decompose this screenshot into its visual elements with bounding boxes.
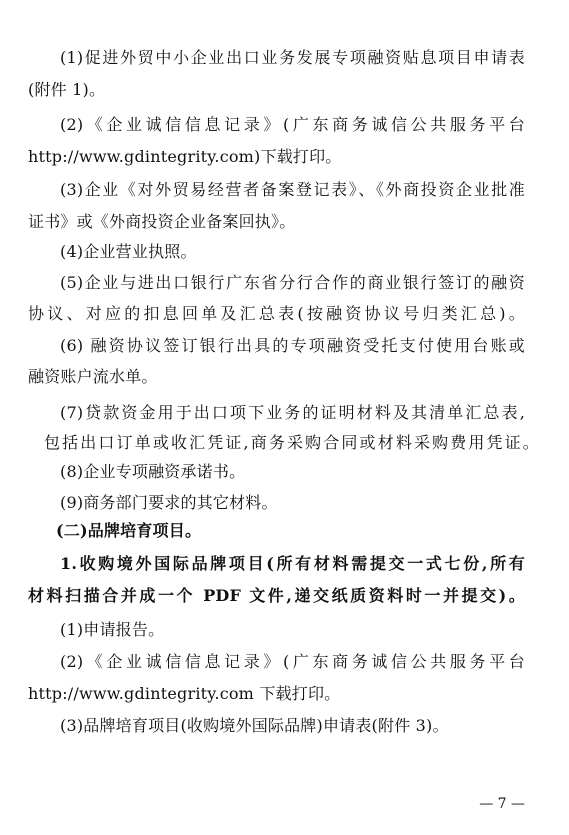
paragraph-line: http://www.gdintegrity.com)下载打印。: [28, 147, 342, 166]
paragraph-line: (7)贷款资金用于出口项下业务的证明材料及其清单汇总表,: [60, 403, 525, 422]
paragraph-line: 证书》或《外商投资企业备案回执》。: [28, 212, 296, 231]
paragraph-line: (3)企业《对外贸易经营者备案登记表》、《外商投资企业批准: [60, 180, 525, 199]
section-heading: (二)品牌培育项目。: [56, 521, 202, 540]
paragraph-line: (4)企业营业执照。: [60, 242, 197, 261]
paragraph-line: (1)申请报告。: [60, 620, 165, 639]
paragraph-line: 材料扫描合并成一个 PDF 文件,递交纸质资料时一并提交)。: [28, 586, 525, 605]
paragraph-line: (5)企业与进出口银行广东省分行合作的商业银行签订的融资: [60, 273, 525, 292]
paragraph-line: (1)促进外贸中小企业出口业务发展专项融资贴息项目申请表: [60, 48, 525, 67]
paragraph-line: (2)《企业诚信信息记录》(广东商务诚信公共服务平台: [60, 115, 525, 134]
paragraph-line: 1.收购境外国际品牌项目(所有材料需提交一式七份,所有: [60, 554, 525, 573]
paragraph-line: 包括出口订单或收汇凭证,商务采购合同或材料采购费用凭证。: [44, 433, 539, 452]
paragraph-line: (9)商务部门要求的其它材料。: [60, 493, 278, 512]
paragraph-line: http://www.gdintegrity.com 下载打印。: [28, 684, 341, 703]
paragraph-line: (附件 1)。: [28, 80, 106, 99]
paragraph-line: 协议、对应的扣息回单及汇总表(按融资协议号归类汇总)。: [28, 304, 525, 323]
paragraph-line: (2)《企业诚信信息记录》(广东商务诚信公共服务平台: [60, 652, 525, 671]
page-number: — 7 —: [479, 796, 525, 812]
paragraph-line: 融资账户流水单。: [28, 367, 158, 386]
paragraph-line: (6) 融资协议签订银行出具的专项融资受托支付使用台账或: [60, 336, 525, 355]
paragraph-line: (3)品牌培育项目(收购境外国际品牌)申请表(附件 3)。: [60, 716, 449, 735]
paragraph-line: (8)企业专项融资承诺书。: [60, 462, 246, 481]
